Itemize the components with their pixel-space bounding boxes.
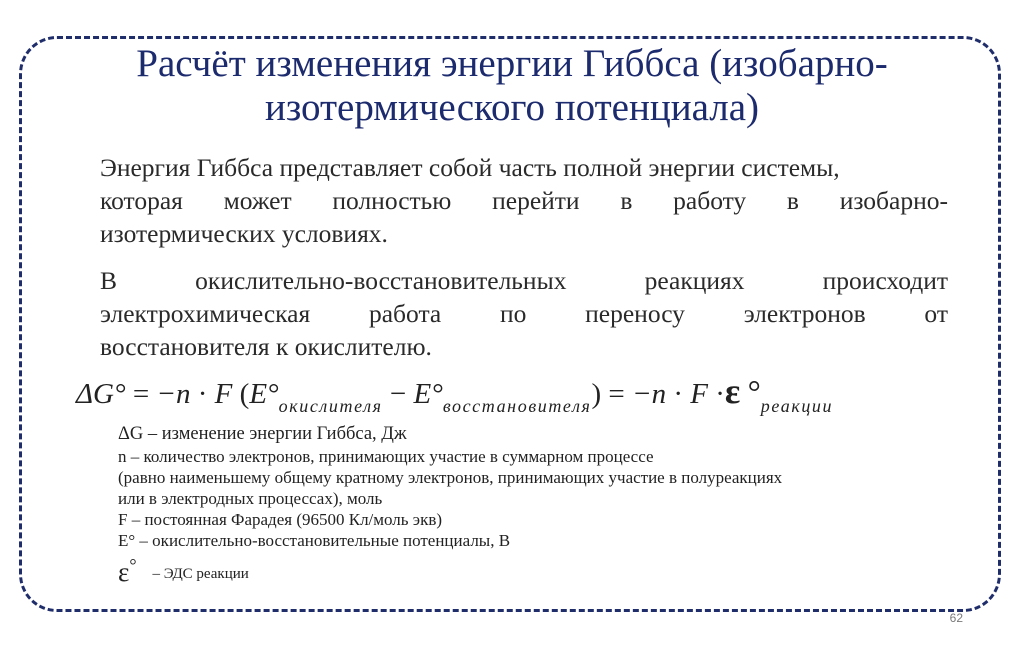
formula-dot-3: ·: [715, 378, 725, 410]
formula-e-reductant: E°: [413, 378, 443, 410]
formula-sub-oxidant: окислителя: [278, 396, 383, 416]
paragraph-line: восстановителя к окислителю.: [100, 332, 432, 361]
gibbs-formula: [76, 370, 996, 416]
legend-item: E° – окислительно-восстановительные потенциалы, В: [118, 531, 511, 550]
formula-degree: °: [747, 375, 761, 411]
legend-item: n – количество электронов, принимающих участие в суммарном процессе: [118, 447, 654, 466]
formula-minus: −: [389, 378, 407, 410]
paragraph-line: В окислительно-восстановительных реакциях происходит: [100, 266, 948, 295]
title-line: изотермического потенциала): [264, 86, 760, 129]
paragraph-line: Энергия Гиббса представляет собой часть полной энергии системы,: [100, 153, 840, 182]
legend-item-emf: [118, 555, 918, 585]
formula-lhs: ΔG°: [76, 378, 126, 410]
formula-faraday: F: [214, 378, 233, 410]
legend-emf-text: – ЭДС реакции: [152, 566, 249, 582]
formula-equals: =: [132, 378, 150, 410]
formula-close-paren: ): [591, 378, 602, 410]
formula-epsilon: ε: [724, 371, 741, 411]
formula-e-oxidant: E°: [249, 378, 279, 410]
title-line: Расчёт изменения энергии Гиббса (изобарно-: [136, 42, 888, 85]
paragraph-gibbs-definition: [100, 151, 948, 250]
legend-item: или в электродных процессах), моль: [118, 489, 383, 508]
formula-sub-reaction: реакции: [760, 396, 834, 416]
slide-title: [40, 42, 984, 130]
paragraph-redox-work: [100, 264, 948, 363]
legend-epsilon: ε: [118, 557, 130, 587]
formula-open-paren: (: [239, 378, 250, 410]
formula-dot-2: ·: [673, 378, 684, 410]
page-number: 62: [949, 611, 963, 625]
formula-minus-n: −n: [156, 378, 191, 410]
formula-legend: [118, 422, 918, 585]
paragraph-line: изотермических условиях.: [100, 219, 388, 248]
formula-faraday-2: F: [690, 378, 708, 410]
legend-item: F – постоянная Фарадея (96500 Кл/моль экв): [118, 510, 443, 529]
formula-sub-reductant: восстановителя: [442, 396, 592, 416]
legend-item: (равно наименьшему общему кратному электронов, принимающих участие в полуреакциях: [118, 468, 783, 487]
formula-minus-n-2: −n: [632, 378, 667, 410]
formula-equals-2: =: [608, 378, 625, 410]
legend-degree: °: [129, 555, 137, 575]
legend-item: ΔG – изменение энергии Гиббса, Дж: [118, 424, 407, 444]
paragraph-line: которая может полностью перейти в работу в изобарно-: [100, 186, 948, 215]
formula-dot: ·: [197, 378, 208, 410]
paragraph-line: электрохимическая работа по переносу электронов от: [100, 299, 948, 328]
